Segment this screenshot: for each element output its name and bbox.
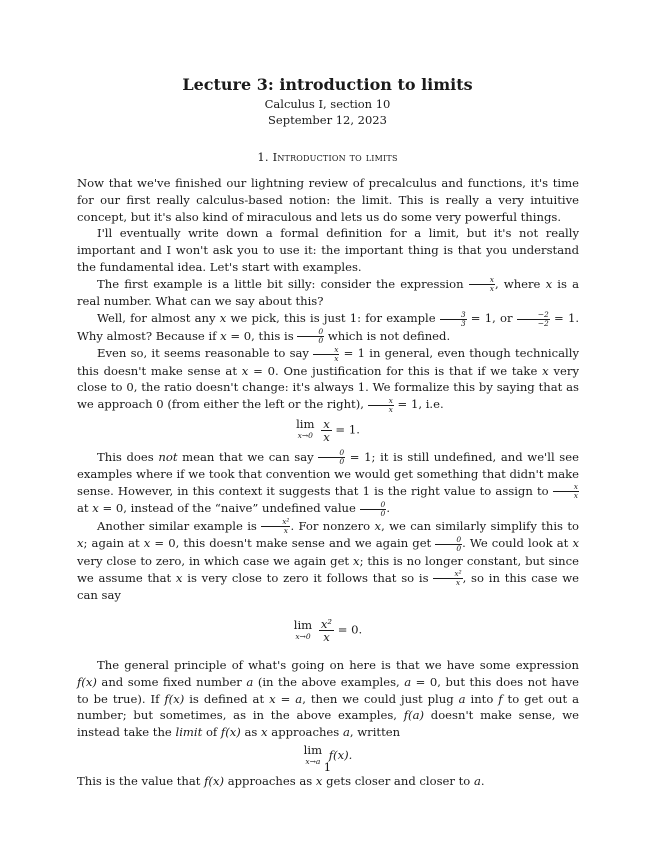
display-equation-2: lim x→0 $\frac{\text{x²}}{x}$ = 0.: [293, 617, 363, 645]
document-title: Lecture 3: introduction to limits: [182, 75, 473, 94]
paragraph-9: This is the value that f(x) approaches as x gets closer and closer to a.: [77, 774, 485, 789]
paragraph-3: The first example is a little bit silly: consider the expression $\frac{x}{x}$ , where x is a real number. What can we say about this?: [77, 275, 579, 309]
body-text: [77, 175, 579, 790]
title-block: [0, 74, 655, 128]
fraction-3-over-3: $\frac{3}{3}$: [440, 311, 467, 328]
paragraph-7: Another similar example is $\frac{\text{x²}}{x}$ . For nonzero x, we can similarly simplify this to x; again at x = 0, this doesn't make sense and we again get $\frac{0}{0}$ . We could look at x very close to zero, in which case we again get x; this is no longer constant, but since we assume that x is very close to zero it follows that so is $\frac{\text{x²}}{x}$ , so in this case we can say: [77, 517, 580, 603]
page-number: 1: [323, 760, 332, 774]
paragraph-5: Even so, it seems reasonable to say $\frac{x}{x}$ = 1 in general, even though technically this doesn't make sense at x = 0. One justification for this is that if we take x very close to 0, the ratio doesn't change: it's always 1. We formalize this by saying that as we approach 0 (from either the left or the right), $\frac{x}{x}$ = 1, i.e.: [77, 344, 580, 414]
course-line: Calculus I, section 10: [264, 97, 391, 111]
paragraph-2: I'll eventually write down a formal definition for a limit, but it's not really important and I won't ask you to use it: the important thing is that you understand the fundamental idea. Let's start with examples.: [77, 226, 579, 274]
paragraph-6: This does not mean that we can say $\frac{0}{0}$ = 1; it is still undefined, and we'll see examples where if we took that convention we would get something that didn't make sense. However, in this context it suggests that 1 is the right value to assign to $\frac{x}{x}$ at x = 0, instead of the “naive” undefined value $\frac{0}{0}$ .: [77, 448, 579, 518]
fraction-x-over-x: $\frac{x}{x}$: [469, 276, 495, 293]
paragraph-4: Well, for almost any x we pick, this is just 1: for example $\frac{3}{3}$ = 1, or $\frac{-2}{-2}$ = 1. Why almost? Because if x = 0, this is $\frac{0}{0}$ which is not defined.: [77, 309, 580, 346]
display-equation-1: lim x→0 $\frac{x}{x}$ = 1.: [296, 416, 360, 444]
date-line: September 12, 2023: [268, 113, 387, 127]
fraction-neg2-over-neg2: $\frac{-2}{-2}$: [517, 311, 550, 328]
paragraph-8: The general principle of what's going on here is that we have some expression f(x) and some fixed number a (in the above examples, a = 0, but this does not have to be true). If f(x) is defined at x = a, then we could just plug a into f to get out a number; but sometimes, as in the above examples, f(a) doesn't make sense, we instead take the limit of f(x) as x approaches a, written: [77, 658, 580, 740]
fraction-0-over-0: $\frac{0}{0}$: [297, 328, 324, 345]
section-heading: 1. Introduction to limits: [257, 150, 398, 164]
display-equation-3: lim x→a f(x).: [303, 743, 353, 767]
paragraph-1: Now that we've finished our lightning review of precalculus and functions, it's time for our first really calculus-based notion: the limit. This is really a very intuitive concept, but it's also kind of miraculous and lets us do some very powerful things.: [77, 176, 579, 224]
